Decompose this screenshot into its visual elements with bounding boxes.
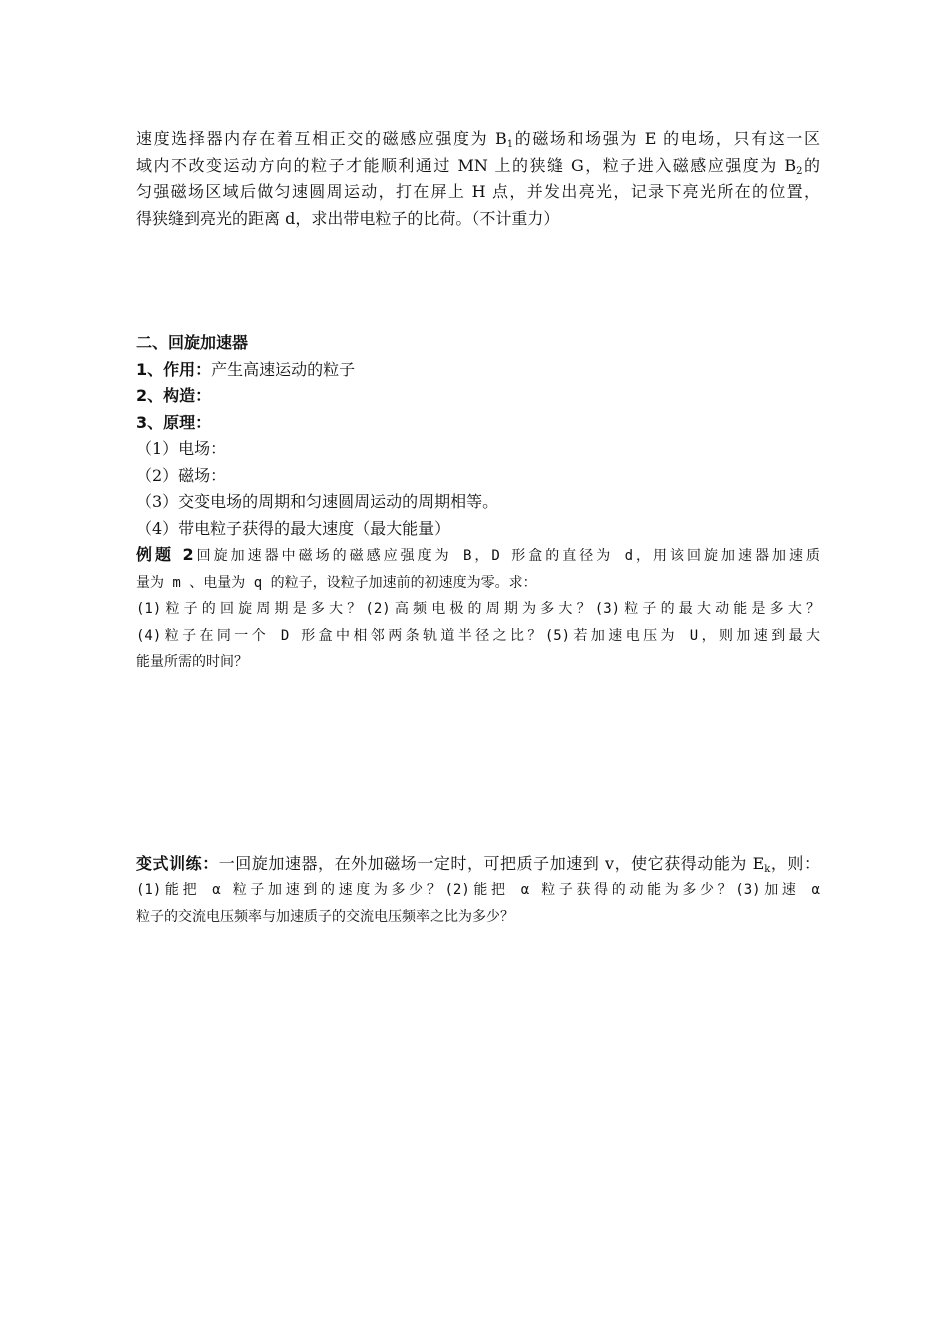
intro-line-2: 域内不改变运动方向的粒子才能顺利通过 MN 上的狭缝 G，粒子进入磁感应强度为 $B_2$的 xyxy=(136,155,820,177)
intro-paragraph xyxy=(136,126,820,232)
sub-item-magnetic-field: （2）磁场： xyxy=(136,465,227,485)
example-2 xyxy=(136,542,820,676)
example-line-4: (4)粒子在同一个 D 形盒中相邻两条轨道半径之比？(5)若加速电压为 U，则加速到最大 xyxy=(136,627,820,644)
sub-item-max-speed: （4）带电粒子获得的最大速度（最大能量） xyxy=(136,518,451,538)
intro-line-4: 得狭缝到亮光的距离 d，求出带电粒子的比荷。（不计重力） xyxy=(136,208,560,228)
variant-training xyxy=(136,851,820,931)
item-function: 1、作用：产生高速运动的粒子 xyxy=(136,359,356,379)
example-line-2: 量为 m 、电量为 q 的粒子，设粒子加速前的初速度为零。求： xyxy=(136,574,537,591)
example-line-1: 例题 2回旋加速器中磁场的磁感应强度为 B，D 形盒的直径为 d，用该回旋加速器加速质 xyxy=(136,545,820,564)
sub-item-electric-field: （1）电场： xyxy=(136,439,227,458)
section-cyclotron xyxy=(136,330,820,542)
variant-line-3: 粒子的交流电压频率与加速质子的交流电压频率之比为多少？ xyxy=(136,908,514,925)
example-line-5: 能量所需的时间？ xyxy=(136,654,248,670)
intro-line-3: 匀强磁场区域后做匀速圆周运动，打在屏上 H 点，并发出亮光，记录下亮光所在的位置， xyxy=(136,182,820,201)
variant-line-1: 变式训练：一回旋加速器，在外加磁场一定时，可把质子加速到 v，使它获得动能为 $E_k$，则： xyxy=(136,853,820,875)
sub-item-period: （3）交变电场的周期和匀速圆周运动的周期相等。 xyxy=(136,492,499,511)
document-page xyxy=(136,126,820,930)
example-line-3: (1)粒子的回旋周期是多大？(2)高频电极的周期为多大？(3)粒子的最大动能是多大？ xyxy=(136,601,820,617)
variant-line-2: (1)能把 α 粒子加速到的速度为多少？(2)能把 α 粒子获得的动能为多少？(3)加速 α xyxy=(136,882,820,898)
item-structure: 2、构造： xyxy=(136,386,212,405)
section-heading: 二、回旋加速器 xyxy=(136,333,249,352)
intro-line-1: 速度选择器内存在着互相正交的磁感应强度为 $B_1$的磁场和场强为 E 的电场，只有这一区 xyxy=(136,129,820,150)
item-principle: 3、原理： xyxy=(136,412,212,432)
